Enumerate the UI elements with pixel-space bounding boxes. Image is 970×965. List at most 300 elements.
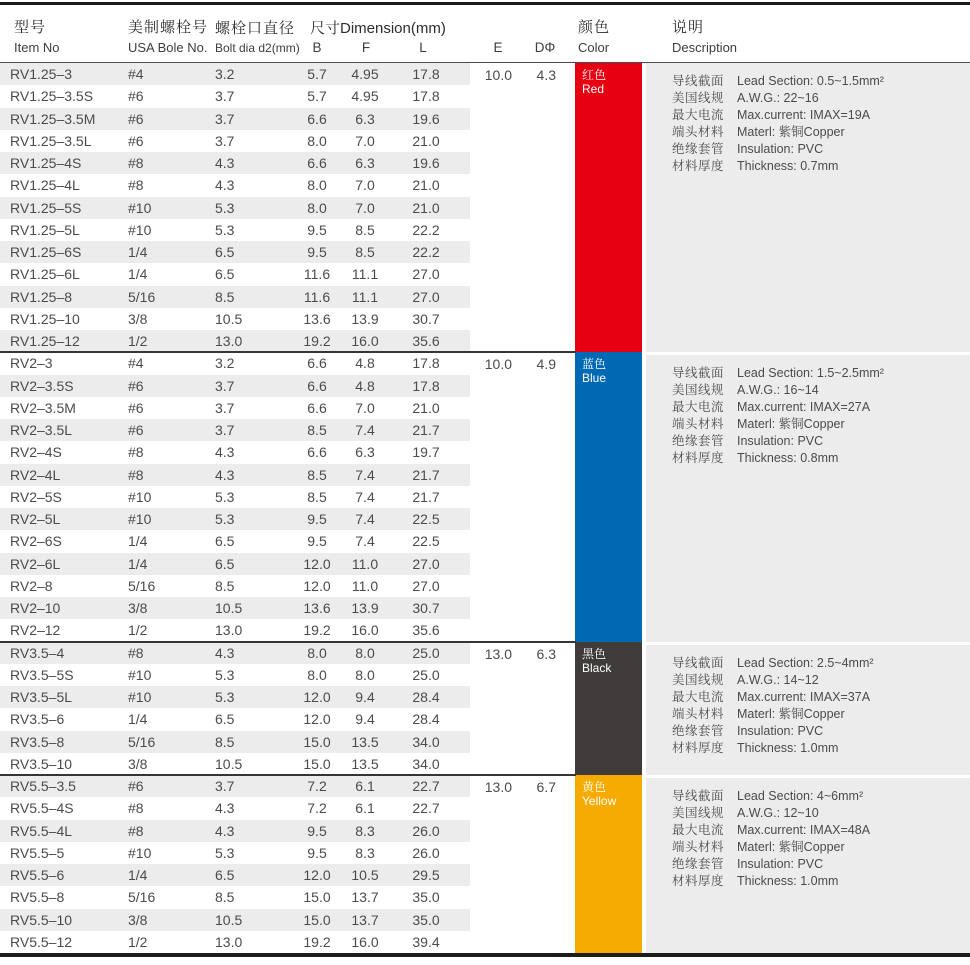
cell-item-no: RV2–3 [10, 355, 53, 372]
cell-bolt-dia: 10.5 [215, 310, 243, 327]
cell-f: 7.0 [355, 399, 375, 416]
spec-value: Insulation: PVC [737, 142, 824, 156]
cell-bolt-dia: 3.7 [215, 132, 235, 149]
table-row [0, 286, 470, 308]
table-row [0, 108, 470, 130]
table-row [0, 508, 470, 530]
cell-f: 11.1 [351, 266, 379, 283]
cell-item-no: RV5.5–12 [10, 933, 73, 950]
cell-f: 4.8 [355, 377, 375, 394]
cell-usa-bolt-no: #10 [128, 199, 152, 216]
cell-b: 12.0 [303, 867, 331, 884]
group-e-dphi [470, 63, 575, 352]
description-panel [646, 645, 970, 776]
value-e: 10.0 [484, 356, 512, 373]
cell-b: 6.6 [307, 399, 327, 416]
spec-label: 材料厚度 [672, 159, 725, 173]
spec-value: Thickness: 1.0mm [737, 740, 839, 755]
header-col-d-phi: DΦ [534, 40, 556, 55]
cell-item-no: RV2–8 [10, 577, 53, 594]
cell-b: 19.2 [303, 933, 331, 950]
color-name-cn: 黄色 [582, 780, 607, 794]
cell-b: 8.0 [307, 177, 327, 194]
cell-b: 8.0 [307, 666, 327, 683]
cell-usa-bolt-no: 1/4 [128, 867, 148, 884]
header-color-en: Color [578, 40, 610, 55]
spec-label: 导线截面 [672, 366, 725, 381]
table-row [0, 263, 470, 285]
spec-value: Materl: 紫铜Copper [737, 706, 845, 721]
cell-l: 17.8 [412, 66, 440, 83]
cell-f: 4.95 [351, 88, 379, 105]
spec-label: 美国线规 [672, 383, 725, 398]
table-row [0, 486, 470, 508]
cell-f: 8.0 [355, 666, 375, 683]
spec-group [0, 642, 970, 776]
cell-item-no: RV1.25–3.5M [10, 110, 96, 127]
spec-label: 材料厚度 [672, 874, 725, 888]
spec-value: A.W.G.: 12~10 [737, 806, 819, 820]
cell-usa-bolt-no: #8 [128, 466, 144, 483]
color-swatch [575, 63, 642, 352]
cell-b: 8.5 [307, 422, 327, 439]
cell-f: 10.5 [351, 867, 379, 884]
value-d-phi: 6.7 [536, 779, 556, 795]
group-e-dphi [470, 352, 575, 641]
cell-bolt-dia: 3.7 [215, 399, 235, 416]
header-usa-bolt-no [128, 16, 208, 55]
cell-usa-bolt-no: #4 [128, 66, 144, 83]
spec-label: 绝缘套管 [672, 142, 725, 156]
cell-item-no: RV2–3.5L [10, 422, 73, 439]
cell-bolt-dia: 6.5 [215, 533, 235, 550]
cell-usa-bolt-no: 1/2 [128, 333, 148, 350]
cell-bolt-dia: 4.3 [215, 800, 235, 817]
table-row [0, 419, 470, 441]
spec-row [672, 873, 970, 890]
cell-bolt-dia: 4.3 [215, 466, 235, 483]
cell-usa-bolt-no: #6 [128, 778, 144, 795]
spec-label: 美国线规 [672, 806, 725, 820]
color-name-en: Black [582, 660, 612, 675]
spec-groups [0, 63, 970, 953]
spec-group [0, 352, 970, 641]
cell-f: 6.3 [355, 110, 375, 127]
cell-b: 6.6 [307, 110, 327, 127]
cell-bolt-dia: 3.7 [215, 422, 235, 439]
cell-bolt-dia: 10.5 [215, 600, 243, 617]
cell-usa-bolt-no: #8 [128, 177, 144, 194]
cell-bolt-dia: 3.7 [215, 377, 235, 394]
cell-item-no: RV1.25–5S [10, 199, 82, 216]
cell-usa-bolt-no: #6 [128, 377, 144, 394]
cell-bolt-dia: 8.5 [215, 288, 235, 305]
spec-value: Insulation: PVC [737, 723, 824, 738]
table-row [0, 241, 470, 263]
cell-b: 7.2 [307, 778, 327, 795]
cell-f: 13.7 [351, 911, 379, 928]
cell-bolt-dia: 5.3 [215, 844, 235, 861]
cell-l: 30.7 [412, 600, 440, 617]
spec-label: 端头材料 [672, 417, 725, 432]
cell-bolt-dia: 3.7 [215, 110, 235, 127]
cell-l: 21.7 [412, 466, 440, 483]
spec-label: 最大电流 [672, 689, 725, 704]
cell-f: 13.9 [351, 600, 379, 617]
header-col-f: F [361, 40, 371, 55]
cell-item-no: RV5.5–8 [10, 889, 65, 906]
spec-row [672, 450, 970, 467]
cell-item-no: RV5.5–6 [10, 867, 65, 884]
cell-l: 22.7 [412, 800, 440, 817]
cell-b: 5.7 [307, 88, 327, 105]
spec-group [0, 775, 970, 953]
cell-usa-bolt-no: 1/4 [128, 244, 148, 261]
group-e-dphi [470, 642, 575, 776]
cell-item-no: RV5.5–5 [10, 844, 65, 861]
table-row [0, 464, 470, 486]
cell-b: 9.5 [307, 822, 327, 839]
table-row [0, 820, 470, 842]
color-name-cn: 蓝色 [582, 357, 607, 372]
header-usa-bolt-no-en: USA Bole No. [128, 40, 208, 55]
cell-b: 8.0 [307, 644, 327, 661]
cell-item-no: RV2–5S [10, 488, 62, 505]
cell-b: 13.6 [303, 600, 331, 617]
cell-item-no: RV2–3.5M [10, 399, 76, 416]
group-e-dphi [470, 775, 575, 953]
cell-l: 27.0 [412, 577, 440, 594]
table-row [0, 775, 470, 797]
cell-l: 26.0 [412, 822, 440, 839]
header-item-no [14, 16, 60, 55]
value-e: 13.0 [484, 645, 512, 662]
cell-f: 7.4 [355, 488, 375, 505]
spec-row [672, 433, 970, 450]
header-bolt-dia-cn: 螺栓口直径 [215, 20, 296, 37]
cell-usa-bolt-no: #4 [128, 355, 144, 372]
spec-row [672, 90, 970, 107]
table-row [0, 842, 470, 864]
cell-bolt-dia: 5.3 [215, 666, 235, 683]
spec-row [672, 655, 970, 672]
spec-row [672, 141, 970, 158]
cell-b: 12.0 [303, 577, 331, 594]
cell-f: 8.0 [355, 644, 375, 661]
table-row [0, 864, 470, 886]
spec-row [672, 107, 970, 124]
cell-usa-bolt-no: #8 [128, 155, 144, 172]
table-row [0, 686, 470, 708]
cell-l: 22.5 [412, 533, 440, 550]
spec-row [672, 740, 970, 757]
cell-item-no: RV1.25–3.5L [10, 132, 92, 149]
cell-l: 17.8 [412, 88, 440, 105]
cell-usa-bolt-no: 5/16 [128, 889, 156, 906]
header-col-l: L [419, 40, 427, 55]
cell-l: 27.0 [412, 288, 440, 305]
cell-f: 7.4 [355, 533, 375, 550]
cell-bolt-dia: 4.3 [215, 155, 235, 172]
spec-row [672, 73, 970, 90]
color-name-en: Yellow [582, 794, 617, 808]
cell-f: 16.0 [351, 333, 379, 350]
cell-usa-bolt-no: #8 [128, 822, 144, 839]
cell-bolt-dia: 5.3 [215, 488, 235, 505]
cell-b: 6.6 [307, 377, 327, 394]
cell-usa-bolt-no: 1/2 [128, 933, 148, 950]
spec-value: Lead Section: 4~6mm² [737, 789, 864, 803]
cell-usa-bolt-no: 1/4 [128, 711, 148, 728]
cell-b: 6.6 [307, 355, 327, 372]
rows-column [0, 63, 470, 352]
header-color-cn: 颜色 [578, 19, 611, 36]
cell-usa-bolt-no: #10 [128, 511, 152, 528]
cell-b: 9.5 [307, 533, 327, 550]
cell-l: 21.7 [412, 488, 440, 505]
spec-label: 材料厚度 [672, 451, 725, 466]
spec-value: Max.current: IMAX=37A [737, 689, 871, 704]
cell-b: 9.5 [307, 844, 327, 861]
table-row [0, 152, 470, 174]
cell-l: 17.8 [412, 355, 440, 372]
cell-f: 16.0 [351, 933, 379, 950]
cell-f: 11.1 [351, 288, 379, 305]
cell-bolt-dia: 6.5 [215, 867, 235, 884]
cell-l: 21.0 [412, 199, 440, 216]
table-row [0, 664, 470, 686]
cell-bolt-dia: 6.5 [215, 244, 235, 261]
table-row [0, 619, 470, 641]
spec-value: Thickness: 1.0mm [737, 874, 839, 888]
cell-bolt-dia: 5.3 [215, 511, 235, 528]
cell-f: 11.0 [351, 577, 379, 594]
cell-item-no: RV1.25–3 [10, 66, 73, 83]
cell-l: 22.7 [412, 778, 440, 795]
cell-usa-bolt-no: 1/2 [128, 622, 148, 639]
spec-label: 最大电流 [672, 108, 725, 122]
spec-label: 导线截面 [672, 74, 725, 88]
cell-f: 11.0 [351, 555, 379, 572]
bottom-border-rule [0, 953, 970, 957]
table-row [0, 708, 470, 730]
cell-l: 25.0 [412, 644, 440, 661]
cell-item-no: RV3.5–8 [10, 733, 65, 750]
cell-usa-bolt-no: #10 [128, 844, 152, 861]
cell-b: 12.0 [303, 555, 331, 572]
cell-bolt-dia: 8.5 [215, 577, 235, 594]
spec-label: 最大电流 [672, 400, 725, 415]
spec-group [0, 63, 970, 352]
spec-label: 导线截面 [672, 655, 725, 670]
cell-f: 7.4 [355, 466, 375, 483]
cell-usa-bolt-no: #8 [128, 644, 144, 661]
cell-usa-bolt-no: #6 [128, 110, 144, 127]
spec-value: Lead Section: 2.5~4mm² [737, 655, 874, 670]
cell-usa-bolt-no: #8 [128, 444, 144, 461]
cell-l: 26.0 [412, 844, 440, 861]
value-e: 13.0 [484, 779, 512, 795]
spec-value: A.W.G.: 14~12 [737, 672, 819, 687]
table-row [0, 352, 470, 374]
cell-b: 12.0 [303, 711, 331, 728]
cell-item-no: RV5.5–10 [10, 911, 73, 928]
cell-bolt-dia: 3.2 [215, 355, 235, 372]
cell-l: 29.5 [412, 867, 440, 884]
cell-item-no: RV1.25–8 [10, 288, 73, 305]
header-bolt-dia [215, 17, 300, 55]
cell-f: 13.5 [351, 755, 379, 772]
spec-row [672, 382, 970, 399]
cell-item-no: RV1.25–3.5S [10, 88, 94, 105]
cell-f: 7.0 [355, 199, 375, 216]
cell-l: 28.4 [412, 689, 440, 706]
cell-item-no: RV5.5–3.5 [10, 778, 76, 795]
description-panel [646, 778, 970, 953]
cell-item-no: RV1.25–4S [10, 155, 82, 172]
spec-row [672, 672, 970, 689]
cell-item-no: RV1.25–10 [10, 310, 80, 327]
rows-column [0, 352, 470, 641]
cell-bolt-dia: 13.0 [215, 622, 243, 639]
cell-l: 21.0 [412, 132, 440, 149]
color-name-en: Blue [582, 371, 607, 386]
cell-usa-bolt-no: #8 [128, 800, 144, 817]
cell-item-no: RV5.5–4S [10, 800, 74, 817]
cell-f: 9.4 [355, 689, 375, 706]
spec-row [672, 856, 970, 873]
spec-label: 端头材料 [672, 125, 725, 139]
table-row [0, 642, 470, 664]
cell-usa-bolt-no: #10 [128, 488, 152, 505]
cell-usa-bolt-no: 5/16 [128, 288, 156, 305]
cell-bolt-dia: 5.3 [215, 199, 235, 216]
rows-column [0, 775, 470, 953]
spec-label: 导线截面 [672, 789, 725, 803]
table-row [0, 886, 470, 908]
cell-usa-bolt-no: 1/4 [128, 533, 148, 550]
cell-usa-bolt-no: 5/16 [128, 733, 156, 750]
cell-bolt-dia: 6.5 [215, 555, 235, 572]
color-name-cn: 红色 [582, 68, 607, 82]
cell-b: 6.6 [307, 155, 327, 172]
cell-item-no: RV2–6S [10, 533, 62, 550]
spec-row [672, 689, 970, 706]
color-swatch [575, 642, 642, 776]
spec-value: A.W.G.: 22~16 [737, 91, 819, 105]
table-row [0, 197, 470, 219]
spec-row [672, 124, 970, 141]
spec-row [672, 723, 970, 740]
header-item-no-en: Item No [14, 40, 60, 55]
cell-bolt-dia: 8.5 [215, 889, 235, 906]
cell-item-no: RV1.25–4L [10, 177, 80, 194]
header-col-b: B [312, 40, 322, 55]
table-row [0, 308, 470, 330]
cell-usa-bolt-no: #10 [128, 666, 152, 683]
color-swatch [575, 352, 642, 641]
cell-l: 27.0 [412, 555, 440, 572]
cell-f: 16.0 [351, 622, 379, 639]
cell-usa-bolt-no: 1/4 [128, 555, 148, 572]
cell-item-no: RV2–10 [10, 600, 61, 617]
cell-f: 4.8 [355, 355, 375, 372]
cell-bolt-dia: 6.5 [215, 711, 235, 728]
spec-label: 绝缘套管 [672, 434, 725, 449]
table-header [0, 5, 970, 63]
table-row [0, 330, 470, 352]
cell-f: 8.3 [355, 844, 375, 861]
color-swatch [575, 775, 642, 953]
cell-b: 9.5 [307, 511, 327, 528]
cell-l: 22.2 [412, 244, 440, 261]
table-row [0, 375, 470, 397]
spec-label: 材料厚度 [672, 740, 725, 755]
header-color [578, 16, 610, 55]
table-row [0, 597, 470, 619]
header-description-en: Description [672, 40, 738, 55]
cell-l: 35.6 [412, 622, 440, 639]
cell-l: 35.0 [412, 889, 440, 906]
cell-usa-bolt-no: #10 [128, 689, 152, 706]
cell-f: 7.4 [355, 511, 375, 528]
cell-b: 15.0 [303, 755, 331, 772]
cell-l: 19.7 [412, 444, 440, 461]
header-col-e: E [493, 40, 503, 55]
color-name-cn: 黑色 [582, 646, 607, 661]
cell-b: 19.2 [303, 622, 331, 639]
cell-item-no: RV1.25–6S [10, 244, 82, 261]
cell-b: 8.5 [307, 488, 327, 505]
spec-value: Materl: 紫铜Copper [737, 125, 845, 139]
cell-bolt-dia: 4.3 [215, 822, 235, 839]
cell-f: 7.0 [355, 177, 375, 194]
cell-f: 13.7 [351, 889, 379, 906]
cell-usa-bolt-no: 1/4 [128, 266, 148, 283]
cell-item-no: RV2–3.5S [10, 377, 74, 394]
cell-bolt-dia: 3.2 [215, 66, 235, 83]
cell-l: 19.6 [412, 155, 440, 172]
cell-bolt-dia: 13.0 [215, 333, 243, 350]
spec-label: 绝缘套管 [672, 723, 725, 738]
description-panel [646, 63, 970, 352]
table-row [0, 575, 470, 597]
cell-bolt-dia: 5.3 [215, 221, 235, 238]
cell-bolt-dia: 4.3 [215, 644, 235, 661]
cell-bolt-dia: 4.3 [215, 444, 235, 461]
spec-value: Thickness: 0.7mm [737, 159, 839, 173]
spec-value: Lead Section: 0.5~1.5mm² [737, 74, 884, 88]
cell-f: 7.4 [355, 422, 375, 439]
table-row [0, 130, 470, 152]
cell-l: 21.7 [412, 422, 440, 439]
cell-l: 34.0 [412, 733, 440, 750]
spec-label: 端头材料 [672, 706, 725, 721]
cell-f: 6.1 [355, 778, 375, 795]
cell-b: 15.0 [303, 733, 331, 750]
cell-f: 13.5 [351, 733, 379, 750]
cell-usa-bolt-no: #10 [128, 221, 152, 238]
cell-b: 5.7 [307, 66, 327, 83]
cell-usa-bolt-no: #6 [128, 422, 144, 439]
table-row [0, 753, 470, 775]
cell-usa-bolt-no: #6 [128, 399, 144, 416]
spec-row [672, 399, 970, 416]
table-row [0, 553, 470, 575]
spec-value: Max.current: IMAX=48A [737, 823, 871, 837]
description-panel [646, 355, 970, 641]
cell-bolt-dia: 4.3 [215, 177, 235, 194]
